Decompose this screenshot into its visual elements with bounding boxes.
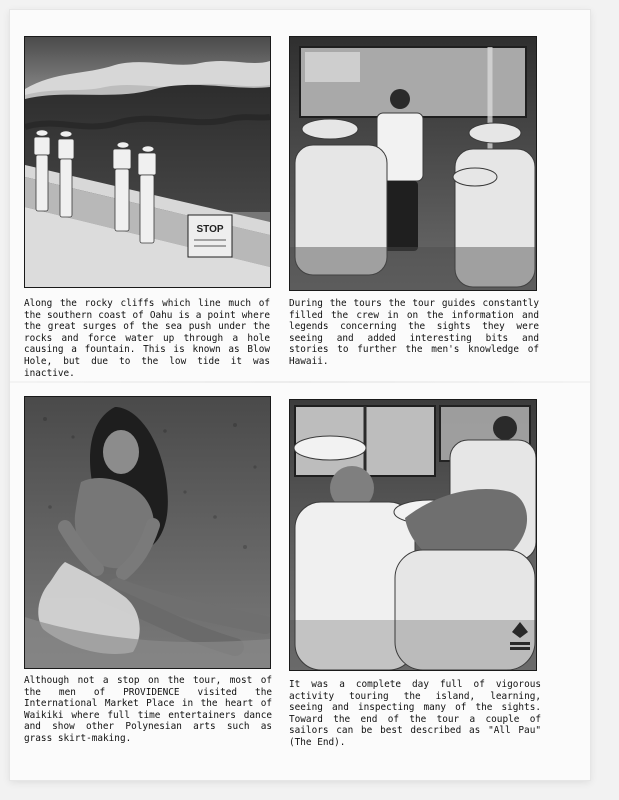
sailors-asleep-illustration	[290, 400, 536, 670]
photo-market-place-entertainer	[24, 396, 271, 669]
caption-all-pau	[289, 679, 541, 749]
stop-sign-text: STOP	[196, 224, 224, 235]
photo-tour-guide-on-bus	[289, 36, 537, 291]
photo-blow-hole-sailors	[24, 36, 271, 288]
blow-hole-illustration	[25, 37, 270, 287]
caption-tour-guides	[289, 298, 539, 368]
fold-line	[10, 381, 590, 383]
stop-sign	[188, 215, 232, 257]
caption-market-place-text: Although not a stop on the tour, most of the men of PROVIDENCE visited the International Market Place in the heart of Waikiki where full time entertainers dance and show other Polynesian arts such as grass skirt-making.	[24, 675, 272, 744]
photo-sailors-asleep	[289, 399, 537, 671]
market-place-illustration	[25, 397, 270, 668]
caption-market-place	[24, 675, 272, 745]
caption-tour-guides-text: During the tours the tour guides constantly filled the crew in on the information and legends concerning the sights they were seeing and added interesting bits and stories to further the men's knowledge of Hawaii.	[289, 298, 539, 367]
caption-blow-hole-text: Along the rocky cliffs which line much of the southern coast of Oahu is a point where the great surges of the sea push under the rocks and force water up through a hole causing a fountain. This is known as Blow Hole, but due to the low tide it was inactive.	[24, 298, 270, 379]
bus-guide-illustration	[290, 37, 536, 290]
caption-blow-hole	[24, 298, 270, 379]
caption-all-pau-text: It was a complete day full of vigorous activity touring the island, learning, seeing and inspecting many of the sights. Toward the end of the tour a couple of sailors can be best described as "All Pau" (The End).	[289, 679, 541, 748]
